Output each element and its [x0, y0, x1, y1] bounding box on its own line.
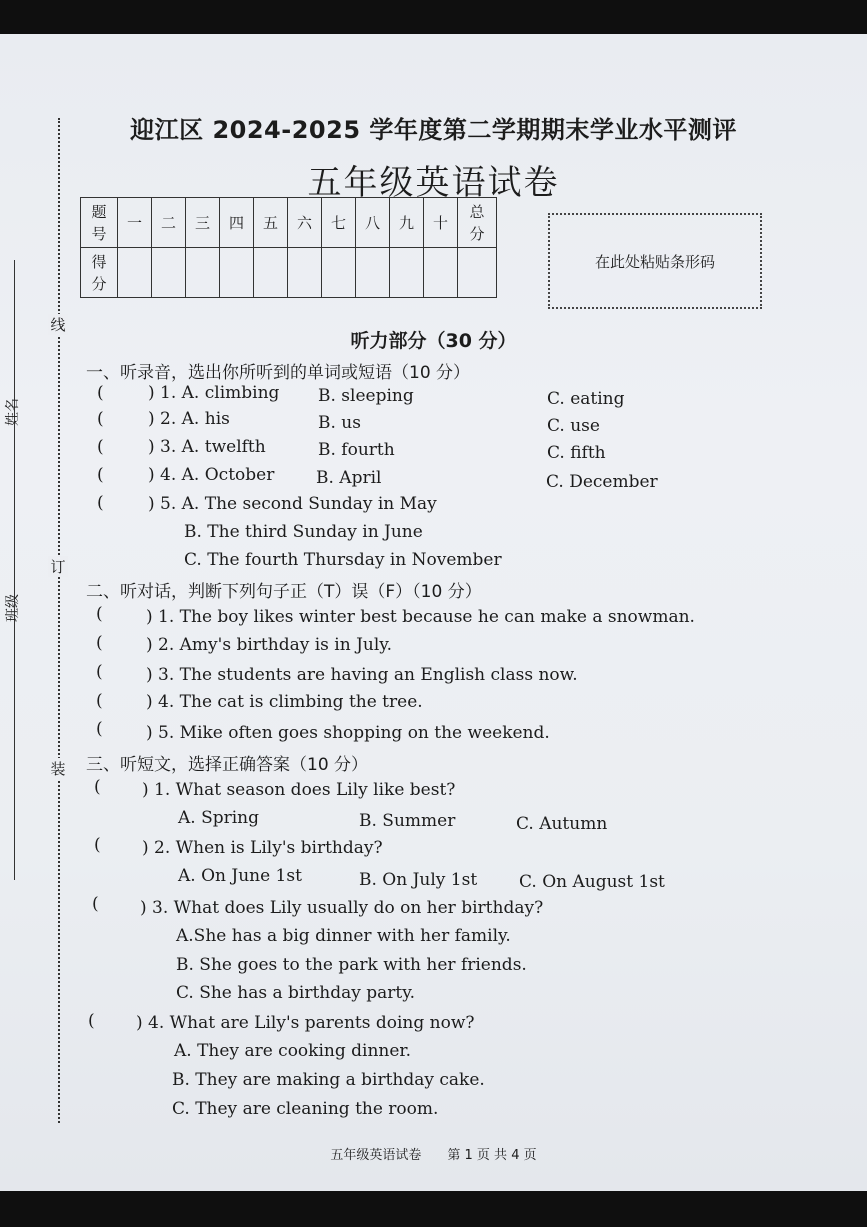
score-table — [80, 197, 497, 298]
col-header: 五 — [254, 198, 288, 248]
answer-blank[interactable]: ( — [94, 835, 101, 855]
question-s1-5: ) 5. A. The second Sunday in May — [148, 494, 437, 514]
col-header: 一 — [118, 198, 152, 248]
option-b: B. She goes to the park with her friends. — [176, 955, 527, 975]
option-c: C. They are cleaning the room. — [172, 1099, 439, 1119]
total-header: 总 分 — [458, 198, 497, 248]
option-b: B. The third Sunday in June — [184, 522, 423, 542]
row-label: 题 号 — [81, 198, 118, 248]
question-s3-1: ) 1. What season does Lily like best? — [142, 780, 456, 800]
score-cell[interactable] — [424, 248, 458, 298]
question-s2-3: ) 3. The students are having an English class now. — [146, 665, 578, 685]
score-cell[interactable] — [390, 248, 424, 298]
score-table-score-row — [81, 248, 497, 298]
answer-blank[interactable]: ( — [97, 437, 104, 457]
score-cell[interactable] — [152, 248, 186, 298]
binding-char-zhuang: 装 — [48, 758, 68, 779]
col-header: 三 — [186, 198, 220, 248]
question-s2-2: ) 2. Amy's birthday is in July. — [146, 635, 393, 655]
option-c: C. She has a birthday party. — [176, 983, 415, 1003]
barcode-area: 在此处粘贴条形码 — [548, 213, 762, 309]
answer-blank[interactable]: ( — [92, 894, 99, 914]
binding-margin-line — [14, 260, 15, 880]
question-s2-1: ) 1. The boy likes winter best because he can make a snowman. — [146, 607, 695, 627]
option-b: B. us — [318, 413, 361, 433]
option-b: B. On July 1st — [359, 870, 478, 890]
option-c: C. fifth — [547, 443, 606, 463]
answer-blank[interactable]: ( — [96, 662, 103, 682]
col-header: 九 — [390, 198, 424, 248]
option-c: C. December — [546, 472, 658, 492]
section1-title: 一、听录音，选出你所听到的单词或短语（10 分） — [86, 363, 471, 383]
answer-blank[interactable]: ( — [96, 719, 103, 739]
question-s2-4: ) 4. The cat is climbing the tree. — [146, 692, 423, 712]
answer-blank[interactable]: ( — [96, 604, 103, 624]
answer-blank[interactable]: ( — [97, 493, 104, 513]
col-header: 六 — [288, 198, 322, 248]
score-cell[interactable] — [220, 248, 254, 298]
name-field-label: 姓名 — [5, 398, 21, 426]
binding-char-ding: 订 — [48, 556, 68, 577]
option-a: A.She has a big dinner with her family. — [176, 926, 511, 946]
photo-border-top — [0, 0, 867, 34]
score-cell[interactable] — [186, 248, 220, 298]
option-c: C. use — [547, 416, 600, 436]
question-s1-1: ) 1. A. climbing — [148, 383, 280, 403]
section2-title: 二、听对话，判断下列句子正（T）误（F）（10 分） — [86, 582, 482, 602]
col-header: 二 — [152, 198, 186, 248]
question-s1-3: ) 3. A. twelfth — [148, 437, 266, 457]
col-header: 七 — [322, 198, 356, 248]
score-cell[interactable] — [322, 248, 356, 298]
option-b: B. They are making a birthday cake. — [172, 1070, 485, 1090]
page-footer: 五年级英语试卷 第 1 页 共 4 页 — [330, 1148, 537, 1163]
question-s1-4: ) 4. A. October — [148, 465, 275, 485]
col-header: 八 — [356, 198, 390, 248]
binding-char-xian: 线 — [48, 314, 68, 335]
answer-blank[interactable]: ( — [97, 383, 104, 403]
class-field-label: 班级 — [5, 594, 21, 622]
total-score-cell[interactable] — [458, 248, 497, 298]
question-s3-3: ) 3. What does Lily usually do on her birthday? — [140, 898, 544, 918]
answer-blank[interactable]: ( — [96, 633, 103, 653]
exam-title: 五年级英语试卷 — [307, 163, 560, 203]
score-cell[interactable] — [118, 248, 152, 298]
photo-border-bottom — [0, 1191, 867, 1227]
option-b: B. fourth — [318, 440, 395, 460]
col-header: 四 — [220, 198, 254, 248]
option-a: A. On June 1st — [178, 866, 302, 886]
question-s1-2: ) 2. A. his — [148, 409, 230, 429]
question-s3-4: ) 4. What are Lily's parents doing now? — [136, 1013, 475, 1033]
question-s2-5: ) 5. Mike often goes shopping on the weekend. — [146, 723, 550, 743]
option-c: C. Autumn — [516, 814, 608, 834]
listening-part-title: 听力部分（30 分） — [350, 330, 517, 352]
score-table-header-row — [81, 198, 497, 248]
option-c: C. On August 1st — [519, 872, 665, 892]
answer-blank[interactable]: ( — [88, 1011, 95, 1031]
option-b: B. sleeping — [318, 386, 414, 406]
option-a: A. They are cooking dinner. — [174, 1041, 412, 1061]
score-cell[interactable] — [254, 248, 288, 298]
answer-blank[interactable]: ( — [96, 691, 103, 711]
school-title: 迎江区 2024-2025 学年度第二学期期末学业水平测评 — [130, 116, 737, 144]
answer-blank[interactable]: ( — [97, 409, 104, 429]
option-c: C. eating — [547, 389, 625, 409]
option-b: B. Summer — [359, 811, 456, 831]
answer-blank[interactable]: ( — [97, 465, 104, 485]
col-header: 十 — [424, 198, 458, 248]
question-s3-2: ) 2. When is Lily's birthday? — [142, 838, 383, 858]
row-label: 得 分 — [81, 248, 118, 298]
option-a: A. Spring — [178, 808, 260, 828]
binding-dotted-line — [58, 118, 60, 1123]
score-cell[interactable] — [356, 248, 390, 298]
section3-title: 三、听短文，选择正确答案（10 分） — [86, 755, 369, 775]
score-cell[interactable] — [288, 248, 322, 298]
option-b: B. April — [316, 468, 382, 488]
option-c: C. The fourth Thursday in November — [184, 550, 502, 570]
answer-blank[interactable]: ( — [94, 777, 101, 797]
